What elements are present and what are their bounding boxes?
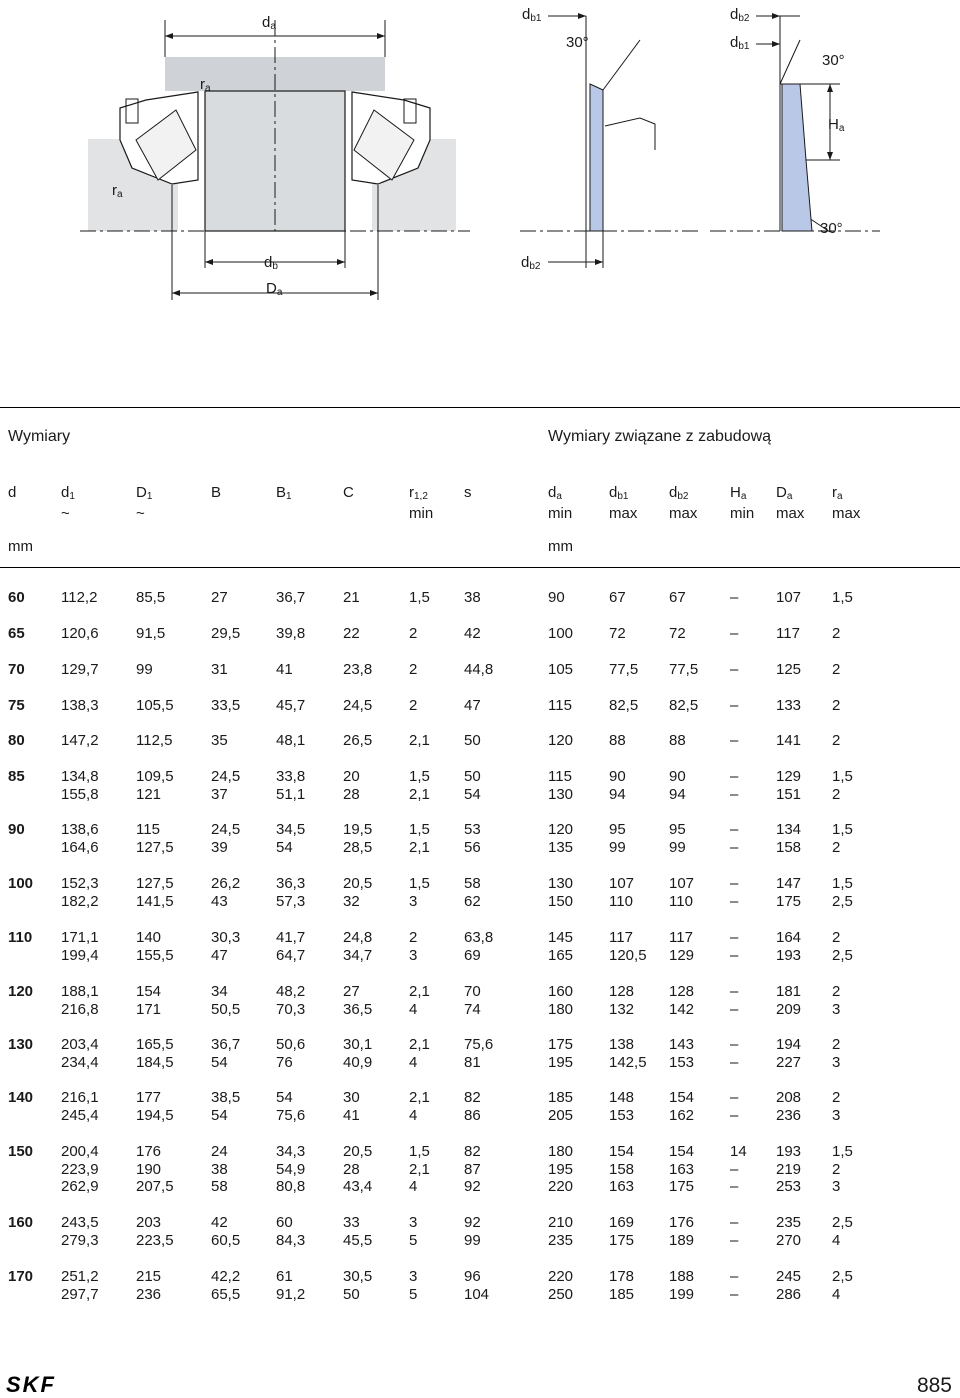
column-header: d (8, 484, 17, 501)
table-cell: 115 127,5 (136, 821, 174, 856)
table-cell: 175 195 (548, 1036, 574, 1071)
table-cell: 2 3 (832, 983, 841, 1018)
table-cell: 188 199 (669, 1268, 695, 1303)
table-cell: 2,5 4 (832, 1268, 853, 1303)
table-cell: 134 158 (776, 821, 802, 856)
table-cell: 2 (832, 661, 841, 678)
table-cell: 95 99 (609, 821, 626, 856)
page-number: 885 (916, 1374, 952, 1397)
table-cell: 1,5 2 (832, 821, 853, 856)
table-cell: 35 (211, 732, 228, 749)
section-title-abutment: Wymiary związane z zabudową (548, 428, 772, 445)
table-cell: 180 195 220 (548, 1143, 574, 1196)
column-header: $D_a$ max (776, 484, 805, 522)
table-cell: 24,5 (343, 697, 373, 714)
table-cell: 178 185 (609, 1268, 635, 1303)
table-cell: 177 194,5 (136, 1089, 174, 1124)
table-cell: 117 129 (669, 929, 695, 964)
column-header: $H_a$ min (730, 484, 755, 522)
table-cell: 2 (832, 625, 841, 642)
label-db: $d_b$ (264, 254, 278, 272)
column-header: $D_1$ ~ (136, 484, 153, 522)
unit-left: mm (8, 538, 33, 555)
table-cell: – – (730, 1089, 739, 1124)
table-cell: 42,2 65,5 (211, 1268, 241, 1303)
table-cell: – – (730, 821, 739, 856)
table-cell: 120 (548, 732, 574, 749)
table-cell: 152,3 182,2 (61, 875, 99, 910)
table-cell: 107 (776, 589, 802, 606)
table-cell: 138,3 (61, 697, 99, 714)
table-cell: 2 3 (832, 1089, 841, 1124)
abutment-blue-a (590, 84, 603, 231)
cell-bore-diameter: 160 (8, 1214, 34, 1231)
table-cell: 245 286 (776, 1268, 802, 1303)
table-cell: 115 130 (548, 768, 574, 803)
table-cell: 61 91,2 (276, 1268, 306, 1303)
table-cell: 30,1 40,9 (343, 1036, 373, 1071)
table-cell: 210 235 (548, 1214, 574, 1249)
table-cell: 3 5 (409, 1214, 418, 1249)
table-cell: 36,7 (276, 589, 306, 606)
table-cell: 24,5 39 (211, 821, 241, 856)
table-cell: 14 – – (730, 1143, 747, 1196)
table-cell: – (730, 732, 739, 749)
table-cell: 134,8 155,8 (61, 768, 99, 803)
table-cell: – – (730, 929, 739, 964)
table-cell: 21 (343, 589, 360, 606)
table-cell: 235 270 (776, 1214, 802, 1249)
table-cell: 44,8 (464, 661, 494, 678)
table-cell: – – (730, 1214, 739, 1249)
table-cell: 100 (548, 625, 574, 642)
table-cell: 90 94 (669, 768, 686, 803)
table-cell: 107 110 (609, 875, 635, 910)
label-db2-b: $d_{b2}$ (730, 6, 750, 24)
table-cell: 251,2 297,7 (61, 1268, 99, 1303)
table-cell: 176 189 (669, 1214, 695, 1249)
cell-bore-diameter: 70 (8, 661, 25, 678)
table-cell: 24 38 58 (211, 1143, 228, 1196)
table-cell: 31 (211, 661, 228, 678)
column-header: $d_{b1}$ max (609, 484, 638, 522)
column-header: C (343, 484, 354, 501)
cell-bore-diameter: 120 (8, 983, 34, 1000)
table-cell: 215 236 (136, 1268, 162, 1303)
table-cell: 1,5 2,1 4 (409, 1143, 430, 1196)
table-cell: – – (730, 1268, 739, 1303)
table-cell: 107 110 (669, 875, 695, 910)
table-cell: 2,1 4 (409, 983, 430, 1018)
table-cell: 88 (669, 732, 686, 749)
table-cell: 1,5 2,5 (832, 875, 853, 910)
table-cell: 127,5 141,5 (136, 875, 174, 910)
table-cell: 90 94 (609, 768, 626, 803)
table-cell: 112,2 (61, 589, 98, 606)
table-cell: 117 (776, 625, 800, 642)
table-cell: 54 75,6 (276, 1089, 306, 1124)
table-cell: 1,5 2,1 (409, 821, 430, 856)
table-cell: – (730, 697, 739, 714)
table-cell: 200,4 223,9 262,9 (61, 1143, 99, 1196)
table-cell: – (730, 625, 739, 642)
table-cell: 33 45,5 (343, 1214, 373, 1249)
table-cell: 208 236 (776, 1089, 802, 1124)
table-cell: 58 62 (464, 875, 481, 910)
table-cell: 2 3 (832, 1036, 841, 1071)
table-cell: 193 219 253 (776, 1143, 802, 1196)
table-cell: 147 175 (776, 875, 802, 910)
column-header: $d_1$ ~ (61, 484, 75, 522)
table-cell: – – (730, 768, 739, 803)
table-cell: 216,1 245,4 (61, 1089, 99, 1124)
cell-bore-diameter: 80 (8, 732, 25, 749)
table-cell: 30,3 47 (211, 929, 241, 964)
table-cell: 91,5 (136, 625, 166, 642)
section-title-dimensions: Wymiary (8, 428, 71, 445)
table-cell: 1,5 2,1 (409, 768, 430, 803)
column-header: $r_a$ max (832, 484, 861, 522)
table-cell: 2 (832, 697, 841, 714)
table-cell: 176 190 207,5 (136, 1143, 174, 1196)
table-cell: 147,2 (61, 732, 99, 749)
label-db1-a: $d_{b1}$ (522, 6, 542, 24)
table-cell: 141 (776, 732, 802, 749)
skf-logo: SKF (6, 1372, 56, 1397)
table-cell: 2 3 (409, 929, 418, 964)
table-cell: – – (730, 875, 739, 910)
table-cell: 45,7 (276, 697, 306, 714)
table-cell: 181 209 (776, 983, 802, 1018)
table-cell: 3 5 (409, 1268, 418, 1303)
table-cell: 48,1 (276, 732, 306, 749)
table-cell: 82 86 (464, 1089, 481, 1124)
table-cell: 120,6 (61, 625, 99, 642)
table-cell: 24,8 34,7 (343, 929, 373, 964)
table-cell: 41 (276, 661, 293, 678)
table-cell: 20,5 28 43,4 (343, 1143, 373, 1196)
table-cell: 1,5 (832, 589, 853, 606)
label-ra-left: $r_a$ (112, 182, 123, 200)
table-cell: 48,2 70,3 (276, 983, 306, 1018)
cell-bore-diameter: 85 (8, 768, 25, 785)
unit-right: mm (548, 538, 573, 555)
table-cell: 63,8 69 (464, 929, 494, 964)
table-cell: 154 163 175 (669, 1143, 695, 1196)
table-cell: 34 50,5 (211, 983, 241, 1018)
table-cell: 2,1 (409, 732, 430, 749)
table-cell: 95 99 (669, 821, 686, 856)
table-cell: 30,5 50 (343, 1268, 373, 1303)
table-cell: 188,1 216,8 (61, 983, 99, 1018)
column-header: s (464, 484, 472, 501)
column-header: B (211, 484, 222, 501)
cell-bore-diameter: 65 (8, 625, 25, 642)
table-cell: 19,5 28,5 (343, 821, 373, 856)
label-ra-top: $r_a$ (200, 76, 211, 94)
table-cell: 50,6 76 (276, 1036, 306, 1071)
table-cell: 42 (464, 625, 481, 642)
table-cell: 145 165 (548, 929, 574, 964)
table-top-rule (0, 407, 960, 408)
table-cell: 96 104 (464, 1268, 490, 1303)
table-cell: – (730, 661, 739, 678)
table-cell: 75,6 81 (464, 1036, 494, 1071)
table-cell: 29,5 (211, 625, 241, 642)
table-cell: 34,3 54,9 80,8 (276, 1143, 306, 1196)
table-cell: 203,4 234,4 (61, 1036, 99, 1071)
label-db2-a: $d_{b2}$ (521, 254, 541, 272)
table-cell: 125 (776, 661, 802, 678)
table-cell: 82,5 (669, 697, 699, 714)
table-cell: 1,5 2 3 (832, 1143, 853, 1196)
table-cell: 2 (409, 625, 418, 642)
table-cell: 243,5 279,3 (61, 1214, 99, 1249)
table-cell: 2,1 4 (409, 1036, 430, 1071)
table-cell: 82,5 (609, 697, 639, 714)
table-cell: 109,5 121 (136, 768, 174, 803)
table-cell: 140 155,5 (136, 929, 174, 964)
column-header: $d_{b2}$ max (669, 484, 698, 522)
table-cell: 2 (832, 732, 841, 749)
abutment-detail-drawing (0, 0, 960, 320)
table-cell: 38,5 54 (211, 1089, 241, 1124)
table-cell: 72 (669, 625, 686, 642)
table-cell: 165,5 184,5 (136, 1036, 174, 1071)
label-db1-b: $d_{b1}$ (730, 34, 750, 52)
cell-bore-diameter: 100 (8, 875, 34, 892)
table-cell: 128 132 (609, 983, 635, 1018)
label-da: $d_a$ (262, 14, 276, 32)
table-cell: 115 (548, 697, 572, 714)
table-cell: 22 (343, 625, 360, 642)
table-cell: 185 205 (548, 1089, 574, 1124)
table-cell: 90 (548, 589, 565, 606)
cell-bore-diameter: 140 (8, 1089, 34, 1106)
table-cell: 39,8 (276, 625, 306, 642)
table-cell: 41,7 64,7 (276, 929, 306, 964)
table-cell: 169 175 (609, 1214, 635, 1249)
table-cell: 77,5 (609, 661, 639, 678)
table-cell: 33,5 (211, 697, 241, 714)
cell-bore-diameter: 130 (8, 1036, 34, 1053)
label-angle-a: 30° (566, 34, 589, 51)
table-cell: 2 2,5 (832, 929, 853, 964)
table-cell: 27 36,5 (343, 983, 373, 1018)
table-cell: 117 120,5 (609, 929, 647, 964)
table-cell: 77,5 (669, 661, 699, 678)
table-cell: 72 (609, 625, 626, 642)
table-cell: 67 (669, 589, 686, 606)
table-cell: 47 (464, 697, 481, 714)
table-cell: 154 158 163 (609, 1143, 635, 1196)
label-angle-b: 30° (822, 52, 845, 69)
cell-bore-diameter: 170 (8, 1268, 34, 1285)
table-cell: 2,5 4 (832, 1214, 853, 1249)
cell-bore-diameter: 75 (8, 697, 25, 714)
table-cell: 130 150 (548, 875, 574, 910)
table-cell: 42 60,5 (211, 1214, 241, 1249)
column-header: $r_{1,2}$ min (409, 484, 434, 522)
table-cell: 2 (409, 697, 418, 714)
table-cell: 92 99 (464, 1214, 481, 1249)
table-cell: 203 223,5 (136, 1214, 174, 1249)
table-cell: 23,8 (343, 661, 373, 678)
table-cell: 128 142 (669, 983, 695, 1018)
cell-bore-diameter: 60 (8, 589, 25, 606)
table-cell: 38 (464, 589, 481, 606)
table-cell: 85,5 (136, 589, 166, 606)
table-cell: 1,5 2 (832, 768, 853, 803)
table-cell: 105 (548, 661, 574, 678)
table-cell: 105,5 (136, 697, 174, 714)
table-cell: 20 28 (343, 768, 360, 803)
table-cell: – (730, 589, 739, 606)
table-cell: 88 (609, 732, 626, 749)
table-cell: 36,7 54 (211, 1036, 241, 1071)
table-cell: 129 151 (776, 768, 802, 803)
table-cell: 60 84,3 (276, 1214, 306, 1249)
cell-bore-diameter: 90 (8, 821, 25, 838)
table-cell: 171,1 199,4 (61, 929, 99, 964)
table-cell: 70 74 (464, 983, 481, 1018)
table-cell: 154 171 (136, 983, 162, 1018)
table-cell: 112,5 (136, 732, 173, 749)
column-header: $B_1$ (276, 484, 292, 502)
label-Ha: $H_a$ (828, 116, 845, 134)
column-header: $d_a$ min (548, 484, 573, 522)
table-cell: 164 193 (776, 929, 802, 964)
table-cell: 129,7 (61, 661, 99, 678)
table-cell: 143 153 (669, 1036, 695, 1071)
table-cell: 138,6 164,6 (61, 821, 99, 856)
table-cell: 67 (609, 589, 626, 606)
table-cell: 133 (776, 697, 802, 714)
label-Da: $D_a$ (266, 280, 283, 298)
table-cell: 27 (211, 589, 228, 606)
table-cell: 50 (464, 732, 481, 749)
table-cell: 26,2 43 (211, 875, 241, 910)
table-cell: 33,8 51,1 (276, 768, 306, 803)
table-cell: 120 135 (548, 821, 574, 856)
table-cell: 30 41 (343, 1089, 360, 1124)
table-cell: 2,1 4 (409, 1089, 430, 1124)
table-header-rule (0, 567, 960, 568)
abutment-blue-b (782, 84, 812, 231)
table-cell: 20,5 32 (343, 875, 373, 910)
table-cell: 1,5 (409, 589, 430, 606)
cell-bore-diameter: 110 (8, 929, 33, 946)
table-cell: 1,5 3 (409, 875, 430, 910)
table-cell: 26,5 (343, 732, 373, 749)
table-cell: 194 227 (776, 1036, 802, 1071)
table-cell: 53 56 (464, 821, 481, 856)
table-cell: 220 250 (548, 1268, 574, 1303)
table-cell: 99 (136, 661, 153, 678)
cell-bore-diameter: 150 (8, 1143, 34, 1160)
table-cell: 154 162 (669, 1089, 695, 1124)
table-cell: 24,5 37 (211, 768, 241, 803)
table-cell: 160 180 (548, 983, 574, 1018)
table-cell: – – (730, 1036, 739, 1071)
table-cell: 82 87 92 (464, 1143, 481, 1196)
table-cell: 34,5 54 (276, 821, 306, 856)
table-cell: 2 (409, 661, 418, 678)
label-angle-c: 30° (820, 220, 843, 237)
table-cell: 36,3 57,3 (276, 875, 306, 910)
table-cell: 50 54 (464, 768, 481, 803)
table-cell: – – (730, 983, 739, 1018)
table-cell: 138 142,5 (609, 1036, 647, 1071)
table-cell: 148 153 (609, 1089, 635, 1124)
